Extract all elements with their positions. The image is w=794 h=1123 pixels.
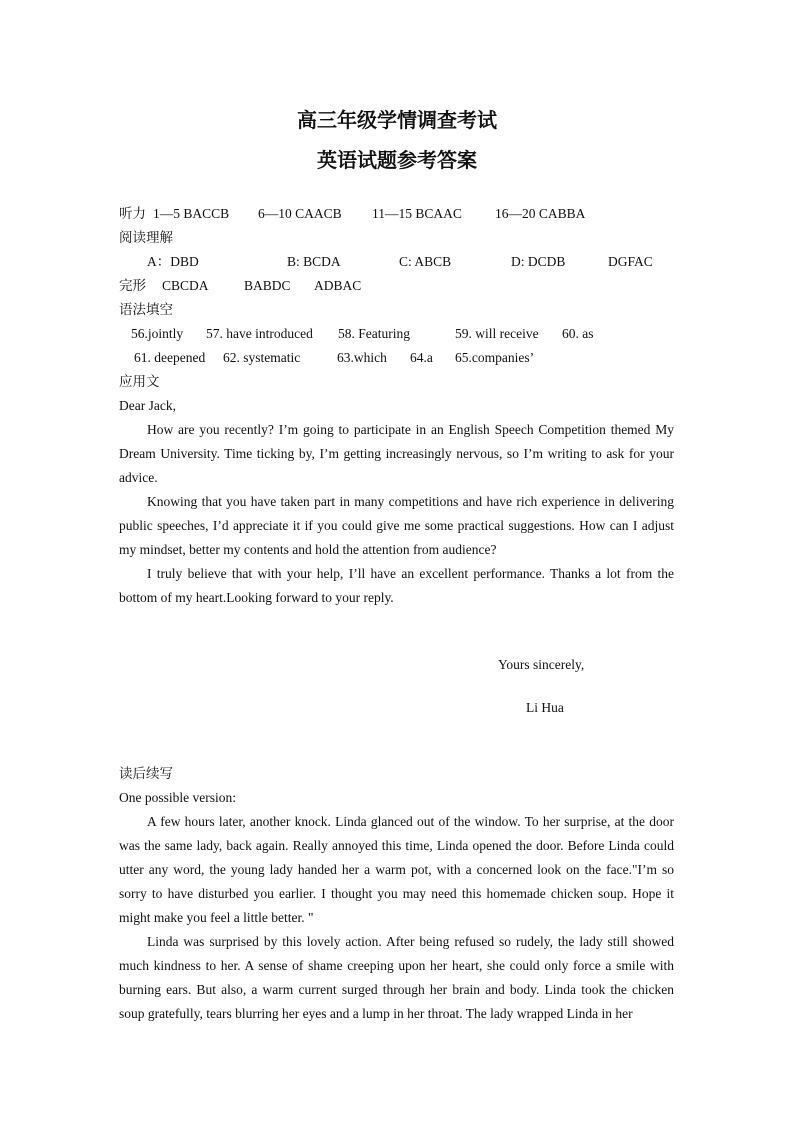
continuation-intro: One possible version: [119,790,236,805]
listening-label: 听力 [119,206,146,222]
grammar-answer-65: 65.companies’ [455,350,535,365]
page-title: 高三年级学情调查考试 [297,108,497,132]
cloze-answers-1: CBCDA [162,278,209,293]
letter-paragraph-2: Knowing that you have taken part in many competitions and have rich experience in delivering public speeches, I’d appreciate it if you could give me some practical suggestions. How can I adjust my mindset, better my contents and hold the attention from audience? [119,494,674,557]
listening-answers-1: 1—5 BACCB [153,206,230,221]
grammar-answer-63: 63.which [337,350,387,365]
listening-answers-2: 6—10 CAACB [258,206,342,221]
reading-answers-d: D: DCDB [511,254,566,269]
grammar-answer-57: 57. have introduced [206,326,313,341]
reading-answers-c: C: ABCB [399,254,452,269]
cloze-answers-3: ADBAC [314,278,362,293]
reading-label: 阅读理解 [119,230,173,246]
writing-label: 应用文 [119,374,160,390]
letter-greeting: Dear Jack, [119,398,176,413]
letter-paragraph-3: I truly believe that with your help, I’ll have an excellent performance. Thanks a lot from the bottom of my heart.Looking forward to your reply. [119,566,674,605]
letter-paragraph-1: How are you recently? I’m going to participate in an English Speech Competition themed My Dream University. Time ticking by, I’m getting increasingly nervous, so I’m writing to ask for your advice. [119,422,674,485]
continuation-paragraph-1: A few hours later, another knock. Linda glanced out of the window. To her surprise, at the door was the same lady, back again. Really annoyed this time, Linda opened the door. Before Linda could utter any word, the young lady handed her a warm pot, with a concerned look on the face."I’m so sorry to have disturbed you earlier. I thought you may need this homemade chicken soup. Hope it might make you feel a little better. " [119,814,674,925]
grammar-answer-56: 56.jointly [131,326,184,341]
grammar-answer-59: 59. will receive [455,326,539,341]
reading-answers-b: B: BCDA [287,254,341,269]
grammar-answer-64: 64.a [410,350,433,365]
cloze-label: 完形 [119,278,146,294]
grammar-label: 语法填空 [119,302,173,318]
grammar-answer-61: 61. deepened [134,350,206,365]
cloze-answers-2: BABDC [244,278,291,293]
page-subtitle: 英语试题参考答案 [317,148,477,172]
continuation-label: 读后续写 [119,766,173,782]
grammar-answer-62: 62. systematic [223,350,301,365]
grammar-answer-60: 60. as [562,326,594,341]
letter-closing: Yours sincerely, [498,657,585,672]
reading-answers-a: A：DBD [147,254,199,269]
listening-answers-4: 16—20 CABBA [495,206,586,221]
reading-answers-seven: DGFAC [608,254,653,269]
continuation-paragraph-2: Linda was surprised by this lovely action. After being refused so rudely, the lady still showed much kindness to her. A sense of shame creeping upon her heart, she could only force a smile with burning ears. But also, a warm current surged through her brain and body. Linda took the chicken soup gratefully, tears blurring her eyes and a lump in her throat. The lady wrapped Linda in her [119,934,674,1021]
listening-answers-3: 11—15 BCAAC [372,206,462,221]
grammar-answer-58: 58. Featuring [338,326,410,341]
letter-signature: Li Hua [526,700,564,715]
